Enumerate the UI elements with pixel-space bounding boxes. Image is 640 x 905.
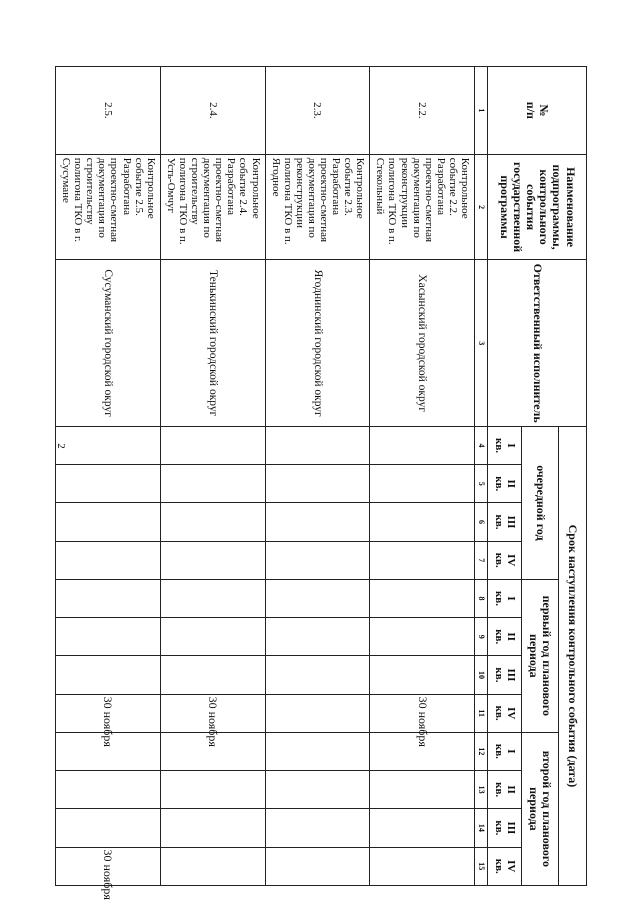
- quarter-header: I кв.: [488, 732, 522, 770]
- header-period-second: второй год планового периода: [522, 732, 558, 885]
- date-cell: [370, 847, 475, 886]
- event-executor: Сусуманский городской округ: [56, 260, 161, 426]
- control-events-table-sheet: [55, 66, 587, 900]
- date-cell: [56, 465, 161, 503]
- quarter-header: IV кв.: [488, 541, 522, 579]
- row-number: 2.5.: [56, 67, 161, 155]
- date-cell: [370, 426, 475, 464]
- date-cell: [265, 809, 370, 847]
- date-cell: [265, 618, 370, 656]
- table-row: [370, 67, 475, 886]
- date-cell: [56, 809, 161, 847]
- date-cell: [265, 465, 370, 503]
- date-cell: [370, 503, 475, 541]
- date-cell: [265, 847, 370, 886]
- date-cell: [160, 771, 265, 809]
- date-cell: [56, 771, 161, 809]
- quarter-header: I кв.: [488, 426, 522, 464]
- date-cell: [265, 771, 370, 809]
- quarter-header: II кв.: [488, 465, 522, 503]
- date-cell: [160, 847, 265, 886]
- event-name: Контрольное событие 2.4. Разработана проектно-сметная документация по строительству полигона ТКО в п. Усть-Омчуг: [160, 154, 265, 260]
- date-cell: [160, 541, 265, 579]
- row-number: 2.3.: [265, 67, 370, 155]
- date-cell: 30 ноября: [370, 694, 475, 732]
- row-number: 2.2.: [370, 67, 475, 155]
- column-index: 11: [474, 694, 487, 732]
- date-cell: [265, 579, 370, 617]
- date-cell: [265, 732, 370, 770]
- date-cell: [160, 465, 265, 503]
- quarter-header: III кв.: [488, 656, 522, 694]
- event-executor: Ягоднинский городской округ: [265, 260, 370, 426]
- date-cell: [370, 541, 475, 579]
- table-row: [265, 67, 370, 886]
- date-cell: [265, 503, 370, 541]
- date-cell: [370, 579, 475, 617]
- row-number: 2.4.: [160, 67, 265, 155]
- date-cell: [56, 503, 161, 541]
- date-cell: [160, 426, 265, 464]
- quarter-header: IV кв.: [488, 847, 522, 886]
- header-date: Срок наступления контрольного события (дата): [558, 426, 586, 885]
- date-cell: [370, 771, 475, 809]
- quarter-header: IV кв.: [488, 694, 522, 732]
- header-number: № п/п: [488, 67, 587, 155]
- page-number: 2: [54, 443, 67, 449]
- date-cell: [160, 503, 265, 541]
- column-index: 3: [474, 260, 487, 426]
- quarter-header: III кв.: [488, 809, 522, 847]
- column-index: 1: [474, 67, 487, 155]
- date-cell: [56, 618, 161, 656]
- date-cell: [265, 656, 370, 694]
- column-index: 15: [474, 847, 487, 886]
- date-cell: [160, 579, 265, 617]
- event-executor: Тенькинский городской округ: [160, 260, 265, 426]
- event-name: Контрольное событие 2.2. Разработана проектно-сметная документация по реконструкции полигона ТКО в п. Стекольный: [370, 154, 475, 260]
- column-index: 6: [474, 503, 487, 541]
- date-cell: [370, 465, 475, 503]
- event-executor: Хасынский городской округ: [370, 260, 475, 426]
- quarter-header: II кв.: [488, 618, 522, 656]
- column-index: 8: [474, 579, 487, 617]
- date-cell: [265, 694, 370, 732]
- date-cell: [160, 809, 265, 847]
- date-cell: 30 ноября: [160, 694, 265, 732]
- table-row: [56, 67, 161, 886]
- column-index: 2: [474, 154, 487, 260]
- date-cell: [265, 541, 370, 579]
- column-index: 13: [474, 771, 487, 809]
- date-cell: [56, 656, 161, 694]
- header-period-first: первый год планового периода: [522, 579, 558, 732]
- date-cell: 30 ноября: [56, 847, 161, 886]
- header-period-current: очередной год: [522, 426, 558, 579]
- quarter-header: III кв.: [488, 503, 522, 541]
- date-cell: [265, 426, 370, 464]
- date-cell: [370, 656, 475, 694]
- column-index: 4: [474, 426, 487, 464]
- quarter-header: I кв.: [488, 579, 522, 617]
- date-cell: [370, 809, 475, 847]
- date-cell: [160, 618, 265, 656]
- date-cell: [160, 656, 265, 694]
- control-events-table: [55, 66, 587, 900]
- date-cell: [370, 618, 475, 656]
- date-cell: [56, 426, 161, 464]
- date-cell: [56, 541, 161, 579]
- column-index: 7: [474, 541, 487, 579]
- column-index: 5: [474, 465, 487, 503]
- column-index: 12: [474, 732, 487, 770]
- column-index: 14: [474, 809, 487, 847]
- header-name: Наименование подпрограммы, контрольного события государственной программы: [488, 154, 587, 260]
- event-name: Контрольное событие 2.3. Разработана проектно-сметная документация по реконструкции полигона ТКО в п. Ягодное: [265, 154, 370, 260]
- event-name: Контрольное событие 2.5. Разработана проектно-сметная документация по строительству полигона ТКО в г. Сусумане: [56, 154, 161, 260]
- column-index: 9: [474, 618, 487, 656]
- table-row: [160, 67, 265, 886]
- quarter-header: II кв.: [488, 771, 522, 809]
- column-index: 10: [474, 656, 487, 694]
- date-cell: [56, 579, 161, 617]
- header-executor: Ответственный исполнитель: [488, 260, 587, 426]
- date-cell: 30 ноября: [56, 694, 161, 732]
